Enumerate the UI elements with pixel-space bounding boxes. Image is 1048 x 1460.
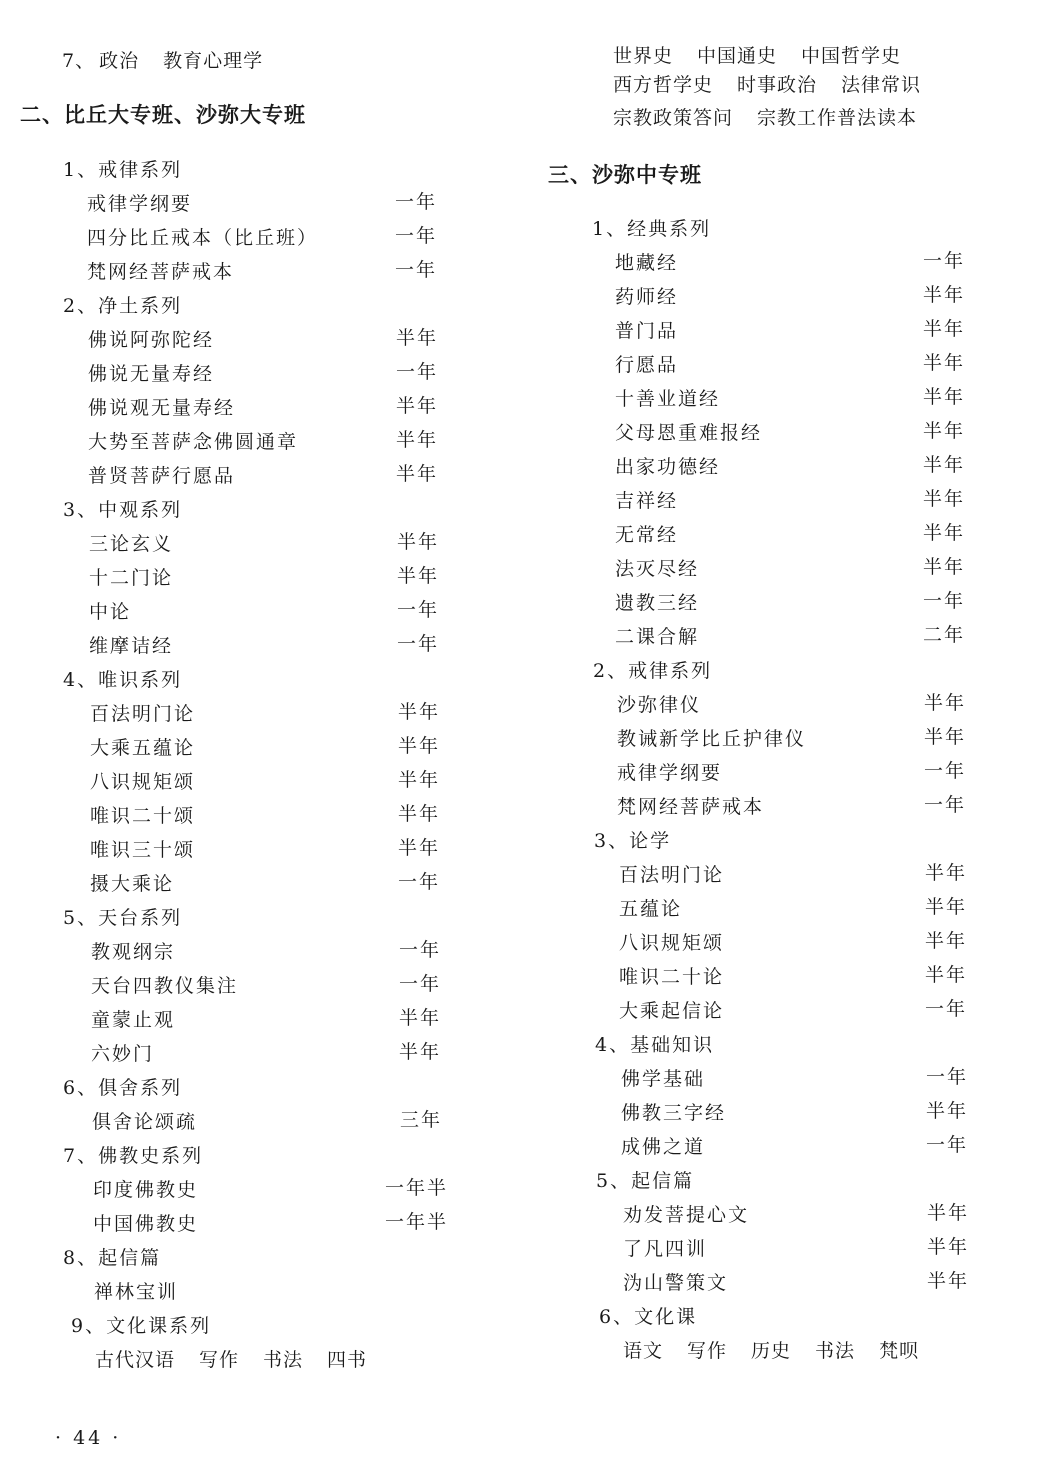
course-duration: 一年: [924, 794, 967, 816]
course-duration: 半年: [927, 1236, 970, 1258]
course-duration: 一年: [397, 633, 440, 655]
course-duration: 二年: [923, 624, 966, 646]
course-name: 六妙门: [91, 1043, 155, 1065]
course-name: 无常经: [615, 524, 679, 546]
course-name: 佛教三字经: [621, 1102, 727, 1124]
course-name: 书法: [263, 1349, 304, 1371]
course-duration: 半年: [398, 735, 441, 757]
course-name: 大乘五蕴论: [90, 737, 196, 759]
course-name: 十二门论: [89, 567, 174, 589]
course-duration: 一年: [396, 361, 439, 383]
course-duration: 一年: [395, 191, 438, 213]
course-duration: 半年: [396, 395, 439, 417]
course-name: 唯识二十颂: [90, 805, 196, 827]
course-duration: 半年: [923, 454, 966, 476]
course-name: 中国哲学史: [801, 45, 902, 67]
course-name: 劝发菩提心文: [623, 1204, 750, 1226]
course-duration: 半年: [925, 964, 968, 986]
course-duration: 半年: [397, 531, 440, 553]
group-title: 3、中观系列: [63, 499, 183, 521]
group-title: 2、净土系列: [63, 295, 183, 317]
course-name: 宗教政策答问: [613, 107, 734, 129]
course-name: 大乘起信论: [619, 1000, 725, 1022]
group-title: 5、起信篇: [596, 1170, 695, 1192]
course-name: 梵呗: [879, 1340, 920, 1362]
course-duration: 一年半: [385, 1211, 449, 1233]
course-name: 沙弥律仪: [617, 694, 702, 716]
course-name: 宗教工作普法读本: [757, 107, 918, 129]
course-name: 药师经: [615, 286, 679, 308]
course-name: 普门品: [615, 320, 679, 342]
course-name: 百法明门论: [619, 864, 725, 886]
carryover-courses: [613, 44, 925, 68]
culture-courses: [623, 1339, 943, 1363]
course-name: 普贤菩萨行愿品: [88, 465, 236, 487]
group-title: 6、文化课: [599, 1306, 698, 1328]
course-name: 三论玄义: [89, 533, 174, 555]
course-duration: 半年: [923, 488, 966, 510]
course-name: 了凡四训: [623, 1238, 708, 1260]
course-name: 维摩诘经: [89, 635, 174, 657]
carryover-courses: [613, 106, 941, 130]
course-duration: 半年: [925, 862, 968, 884]
course-name: 法律常识: [841, 74, 922, 96]
course-name: 天台四教仪集注: [91, 975, 239, 997]
group-number: 7、: [62, 50, 96, 72]
course-name: 八识规矩颂: [90, 771, 196, 793]
group-title: 9、文化课系列: [71, 1315, 212, 1337]
course-duration: 半年: [924, 692, 967, 714]
course-name: 童蒙止观: [91, 1009, 176, 1031]
course-name: 父母恩重难报经: [615, 422, 763, 444]
course-name: 十善业道经: [615, 388, 721, 410]
course-duration: 三年: [400, 1109, 443, 1131]
group-title: 4、唯识系列: [63, 669, 183, 691]
course-name: 四分比丘戒本（比丘班）: [87, 227, 319, 249]
course-name: 教观纲宗: [91, 941, 176, 963]
course-duration: 一年: [924, 760, 967, 782]
carryover-line: [62, 49, 287, 73]
group-title: 8、起信篇: [63, 1247, 162, 1269]
course-name: 百法明门论: [90, 703, 196, 725]
section-title: 三、沙弥中专班: [548, 162, 702, 187]
course-name: 古代汉语: [95, 1349, 176, 1371]
course-name: 中国通史: [697, 45, 778, 67]
culture-courses: [95, 1348, 391, 1372]
course-name: 政治: [99, 50, 140, 72]
course-name: 大势至菩萨念佛圆通章: [88, 431, 299, 453]
course-duration: 半年: [398, 837, 441, 859]
course-duration: 一年: [395, 225, 438, 247]
course-name: 地藏经: [615, 252, 679, 274]
course-name: 二课合解: [615, 626, 700, 648]
course-duration: 一年: [395, 259, 438, 281]
course-name: 戒律学纲要: [87, 193, 193, 215]
group-title: 3、论学: [594, 830, 672, 852]
course-duration: 半年: [925, 896, 968, 918]
course-duration: 一年: [398, 871, 441, 893]
course-duration: 一年: [397, 599, 440, 621]
course-name: 写作: [687, 1340, 728, 1362]
course-name: 吉祥经: [615, 490, 679, 512]
group-title: 4、基础知识: [595, 1034, 715, 1056]
course-duration: 半年: [924, 726, 967, 748]
course-name: 法灭尽经: [615, 558, 700, 580]
course-name: 梵网经菩萨戒本: [617, 796, 765, 818]
group-title: 2、戒律系列: [593, 660, 713, 682]
course-name: 禅林宝训: [94, 1281, 179, 1303]
course-duration: 半年: [396, 327, 439, 349]
course-duration: 半年: [923, 284, 966, 306]
course-duration: 一年: [926, 1134, 969, 1156]
course-name: 成佛之道: [621, 1136, 706, 1158]
course-name: 世界史: [613, 45, 674, 67]
course-name: 行愿品: [615, 354, 679, 376]
course-duration: 半年: [399, 1007, 442, 1029]
course-name: 沩山警策文: [623, 1272, 729, 1294]
course-duration: 半年: [923, 522, 966, 544]
course-duration: 半年: [398, 769, 441, 791]
group-title: 6、俱舍系列: [63, 1077, 183, 1099]
course-duration: 半年: [398, 701, 441, 723]
course-name: 唯识三十颂: [90, 839, 196, 861]
course-name: 戒律学纲要: [617, 762, 723, 784]
course-name: 历史: [751, 1340, 792, 1362]
course-duration: 一年: [923, 250, 966, 272]
group-title: 1、经典系列: [592, 218, 712, 240]
course-name: 书法: [815, 1340, 856, 1362]
course-name: 中论: [89, 601, 132, 623]
course-name: 摄大乘论: [90, 873, 175, 895]
course-duration: 一年: [926, 1066, 969, 1088]
course-name: 语文: [623, 1340, 664, 1362]
course-duration: 半年: [927, 1202, 970, 1224]
course-name: 中国佛教史: [93, 1213, 199, 1235]
course-name: 佛说观无量寿经: [88, 397, 236, 419]
course-name: 八识规矩颂: [619, 932, 725, 954]
course-name: 时事政治: [737, 74, 818, 96]
course-duration: 一年: [923, 590, 966, 612]
course-name: 唯识二十论: [619, 966, 725, 988]
course-duration: 半年: [923, 420, 966, 442]
course-duration: 半年: [925, 930, 968, 952]
group-title: 1、戒律系列: [63, 159, 183, 181]
course-name: 佛学基础: [621, 1068, 706, 1090]
course-duration: 一年: [399, 973, 442, 995]
course-name: 俱舍论颂疏: [92, 1111, 198, 1133]
course-duration: 半年: [923, 352, 966, 374]
course-name: 五蕴论: [619, 898, 683, 920]
course-duration: 半年: [396, 463, 439, 485]
course-name: 西方哲学史: [613, 74, 714, 96]
course-duration: 半年: [399, 1041, 442, 1063]
course-name: 写作: [199, 1349, 240, 1371]
course-name: 遗教三经: [615, 592, 700, 614]
page-number: · 44 ·: [55, 1427, 122, 1449]
carryover-courses: [613, 73, 945, 97]
course-duration: 半年: [923, 556, 966, 578]
course-duration: 半年: [923, 386, 966, 408]
course-name: 教诫新学比丘护律仪: [617, 728, 807, 750]
course-duration: 一年半: [385, 1177, 449, 1199]
course-duration: 半年: [927, 1270, 970, 1292]
course-name: 出家功德经: [615, 456, 721, 478]
section-title: 二、比丘大专班、沙弥大专班: [20, 102, 306, 127]
course-name: 佛说无量寿经: [88, 363, 215, 385]
group-title: 5、天台系列: [63, 907, 183, 929]
course-name: 佛说阿弥陀经: [88, 329, 215, 351]
course-name: 梵网经菩萨戒本: [87, 261, 235, 283]
course-name: 印度佛教史: [93, 1179, 199, 1201]
course-duration: 半年: [397, 565, 440, 587]
group-title: 7、佛教史系列: [63, 1145, 204, 1167]
course-duration: 半年: [396, 429, 439, 451]
course-duration: 一年: [399, 939, 442, 961]
course-duration: 一年: [925, 998, 968, 1020]
course-duration: 半年: [926, 1100, 969, 1122]
course-duration: 半年: [398, 803, 441, 825]
course-duration: 半年: [923, 318, 966, 340]
course-name: 教育心理学: [163, 50, 264, 72]
course-name: 四书: [327, 1349, 368, 1371]
